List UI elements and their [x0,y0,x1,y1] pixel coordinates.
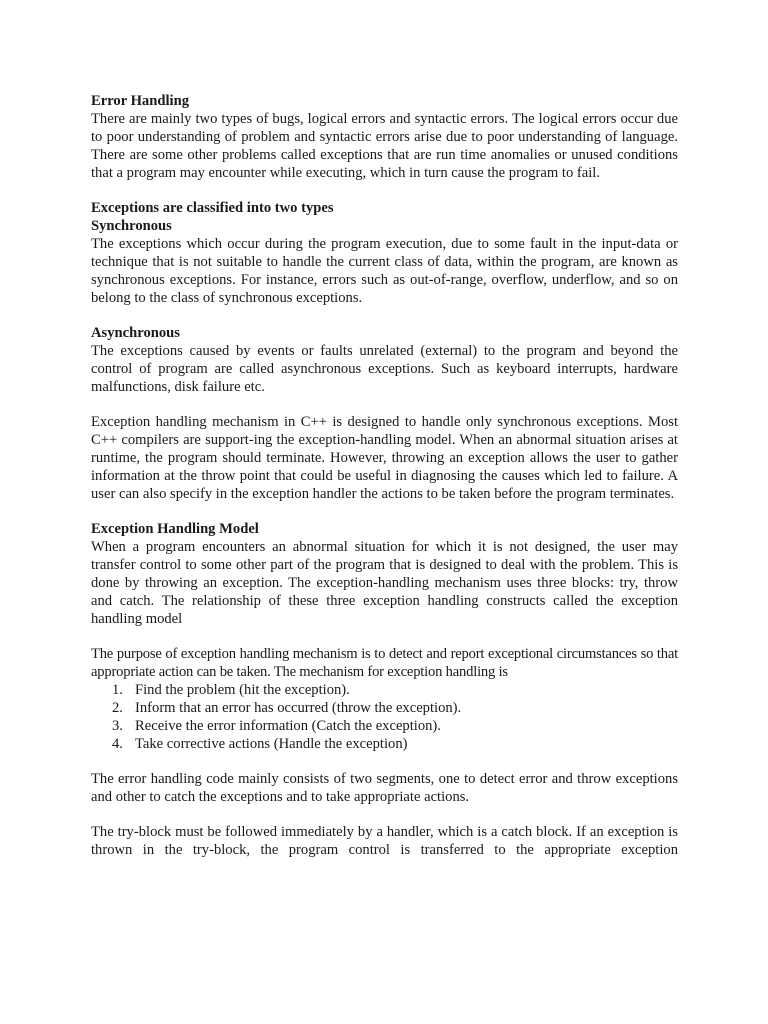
synchronous-heading: Synchronous [91,218,172,234]
try-block-section [91,823,678,859]
list-item-text: Inform that an error has occurred (throw the exception). [135,700,462,716]
asynchronous-paragraph: The exceptions caused by events or faults unrelated (external) to the program and beyond the control of program are called asynchronous exceptions. Such as keyboard interrupts, hardware malfunctions, disk failure etc. [91,343,678,395]
mechanism-section [91,413,678,503]
synchronous-paragraph: The exceptions which occur during the program execution, due to some fault in the input-data or technique that is not suitable to handle the current class of data, within the program, are known as synchronous exceptions. For instance, errors such as out-of-range, overflow, underflow, and so on belong to the class of synchronous exceptions. [91,236,678,306]
mechanism-paragraph: Exception handling mechanism in C++ is designed to handle only synchronous exceptions. Most C++ compilers are support-ing the exception-handling model. When an abnormal situation arises at runtime, the program should terminate. However, throwing an exception allows the user to gather information at the throw point that could be useful in diagnosing the causes which led to failure. A user can also specify in the exception handler the actions to be taken before the program terminates. [91,414,678,502]
list-item-number: 3. [112,718,123,734]
classification-section [91,199,678,307]
error-handling-paragraph: There are mainly two types of bugs, logical errors and syntactic errors. The logical errors occur due to poor understanding of problem and syntactic errors arise due to poor understanding of language. There are some other problems called exceptions that are run time anomalies or unused conditions that a program may encounter while executing, which in turn cause the program to fail. [91,111,678,181]
segments-section [91,770,678,806]
list-item-number: 2. [112,700,123,716]
segments-paragraph: The error handling code mainly consists of two segments, one to detect error and throw exceptions and other to catch the exceptions and to take appropriate actions. [91,771,678,805]
list-item-text: Take corrective actions (Handle the exception) [135,736,408,752]
asynchronous-section [91,324,678,396]
list-item-number: 1. [112,682,123,698]
document-page [91,92,678,876]
asynchronous-heading: Asynchronous [91,325,180,341]
purpose-section [91,645,678,753]
try-block-paragraph: The try-block must be followed immediately by a handler, which is a catch block. If an exception is thrown in the try-block, the program control is transferred to the appropriate exception [91,824,678,858]
error-handling-section [91,92,678,182]
model-paragraph: When a program encounters an abnormal situation for which it is not designed, the user may transfer control to some other part of the program that is designed to deal with the problem. This is done by throwing an exception. The exception-handling mechanism uses three blocks: try, throw and catch. The relationship of these three exception handling constructs called the exception handling model [91,539,678,627]
error-handling-heading: Error Handling [91,93,189,109]
model-heading: Exception Handling Model [91,521,259,537]
list-item [112,717,678,735]
list-item [112,681,678,699]
list-item-number: 4. [112,736,123,752]
list-item [112,735,678,753]
model-section [91,520,678,628]
classification-heading: Exceptions are classified into two types [91,200,334,216]
purpose-paragraph: The purpose of exception handling mechanism is to detect and report exceptional circumstances so that appropriate action can be taken. The mechanism for exception handling is [91,646,678,680]
list-item-text: Find the problem (hit the exception). [135,682,350,698]
list-item-text: Receive the error information (Catch the exception). [135,718,441,734]
steps-list [91,681,678,753]
list-item [112,699,678,717]
